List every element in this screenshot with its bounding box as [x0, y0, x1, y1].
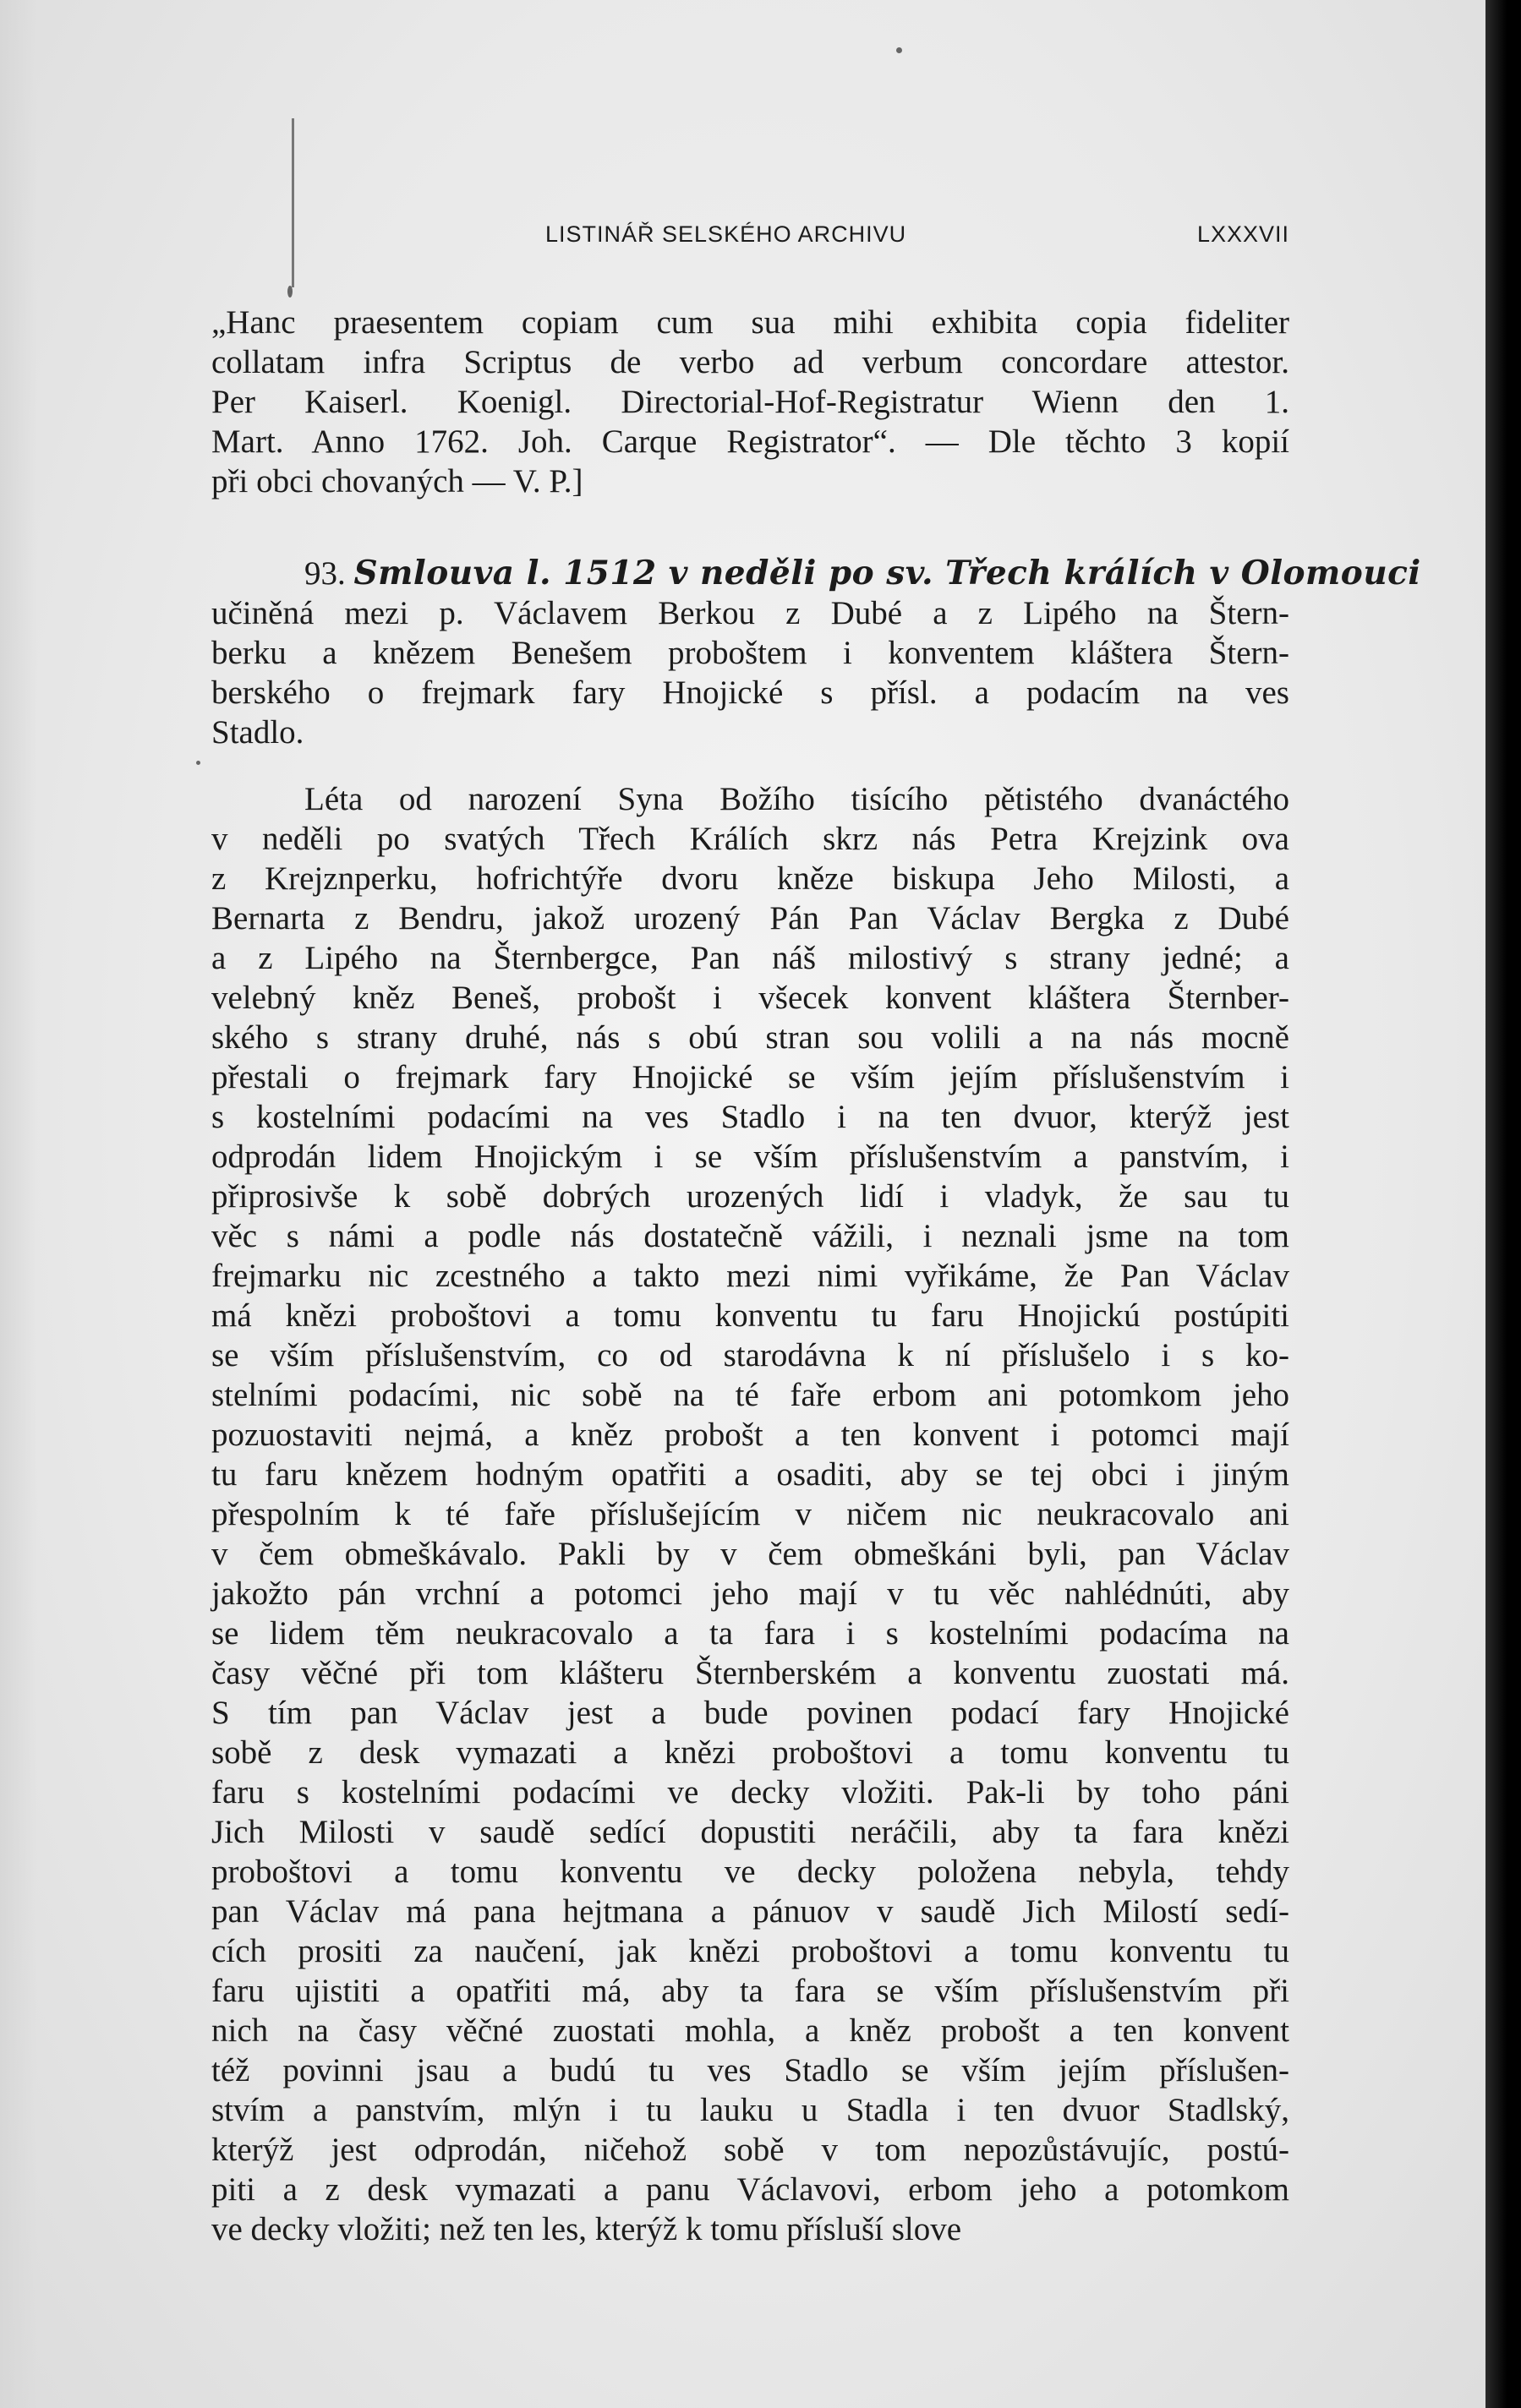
- body-line: se lidem těm neukracovalo a ta fara i s kostelními podacíma na: [211, 1615, 1289, 1652]
- attestation-line: Per Kaiserl. Koenigl. Directorial-Hof-Registratur Wienn den 1.: [211, 384, 1289, 420]
- body-line: sobě z desk vymazati a knězi proboštovi a tomu konventu tu: [211, 1734, 1289, 1771]
- entry-heading-first-line: [211, 554, 1421, 593]
- scan-left-shadow: [0, 0, 37, 2408]
- entry-heading-line: Stadlo.: [211, 714, 304, 751]
- body-line: ského s strany druhé, nás s obú stran sou volili a na nás mocně: [211, 1019, 1289, 1056]
- body-line: faru s kostelními podacími ve decky vložiti. Pak-li by toho páni: [211, 1774, 1289, 1810]
- body-line: stelními podacími, nic sobě na té faře erbom ani potomkom jeho: [211, 1377, 1289, 1413]
- body-line: jakožto pán vrchní a potomci jeho mají v tu věc nahlédnúti, aby: [211, 1575, 1289, 1612]
- attestation-line: při obci chovaných — V. P.]: [211, 463, 583, 500]
- document-body: [211, 779, 1289, 2249]
- book-page: [211, 203, 1421, 2249]
- body-line: ve decky vložiti; než ten les, kterýž k tomu přísluší slove: [211, 2211, 962, 2247]
- body-line: připrosivše k sobě dobrých urozených lidí i vladyk, že sau tu: [211, 1178, 1289, 1215]
- entry-heading-line: berského o frejmark fary Hnojické s přísl. a podacím na ves: [211, 674, 1289, 711]
- body-line: má knězi proboštovi a tomu konventu tu faru Hnojickú postúpiti: [211, 1297, 1289, 1334]
- entry-heading-blackletter: Smlouva l. 1512 v neděli po sv. Třech králích v Olomouci: [353, 554, 1421, 592]
- entry-heading-line: berku a knězem Benešem proboštem i konventem kláštera Štern-: [211, 635, 1289, 671]
- body-line: S tím pan Václav jest a bude povinen podací fary Hnojické: [211, 1695, 1289, 1731]
- attestation-line: „Hanc praesentem copiam cum sua mihi exhibita copia fideliter: [211, 304, 1289, 341]
- body-line: přespolním k té faře příslušejícím v ničem nic neukracovalo ani: [211, 1496, 1289, 1532]
- attestation-line: collatam infra Scriptus de verbo ad verbum concordare attestor.: [211, 344, 1289, 380]
- running-head: [211, 203, 1289, 254]
- body-line: Jich Milosti v saudě sedící dopustiti neráčili, aby ta fara knězi: [211, 1814, 1289, 1850]
- body-line: a z Lipého na Šternbergce, Pan náš milostivý s strany jedné; a: [211, 940, 1289, 976]
- body-line: z Krejznperku, hofrichtýře dvoru kněze biskupa Jeho Milosti, a: [211, 860, 1289, 897]
- body-line: s kostelními podacími na ves Stadlo i na ten dvuor, kterýž jest: [211, 1099, 1289, 1135]
- body-line: stvím a panstvím, mlýn i tu lauku u Stadla i ten dvuor Stadlský,: [211, 2092, 1289, 2128]
- body-line: tu faru knězem hodným opatřiti a osaditi, aby se tej obci i jiným: [211, 1456, 1289, 1493]
- body-line: proboštovi a tomu konventu ve decky položena nebyla, tehdy: [211, 1854, 1289, 1890]
- entry-number: 93.: [304, 555, 346, 592]
- body-line: Léta od narození Syna Božího tisícího pětistého dvanáctého: [304, 781, 1289, 817]
- body-line: odprodán lidem Hnojickým i se vším příslušenstvím a panstvím, i: [211, 1138, 1289, 1175]
- body-line: pan Václav má pana hejtmana a pánuov v saudě Jich Milostí sedí-: [211, 1893, 1289, 1930]
- body-line: nich na časy věčné zuostati mohla, a kněz probošt a ten konvent: [211, 2012, 1289, 2049]
- scan-speck: [896, 47, 902, 53]
- body-line: pozuostaviti nejmá, a kněz probošt a ten konvent i potomci mají: [211, 1417, 1289, 1453]
- body-line: se vším příslušenstvím, co od starodávna k ní příslušelo i s ko-: [211, 1337, 1289, 1373]
- body-line: v čem obmeškávalo. Pakli by v čem obmeškáni byli, pan Václav: [211, 1536, 1289, 1572]
- body-line: časy věčné při tom klášteru Šternberském a konventu zuostati má.: [211, 1655, 1289, 1691]
- body-line: v neděli po svatých Třech Králích skrz nás Petra Krejzink ova: [211, 821, 1289, 857]
- attestation-line: Mart. Anno 1762. Joh. Carque Registrator“. — Dle těchto 3 kopií: [211, 423, 1289, 460]
- body-line: cích prositi za naučení, jak knězi proboštovi a tomu konventu tu: [211, 1933, 1289, 1969]
- page-number: LXXXVII: [1196, 221, 1289, 247]
- attestation-paragraph: [211, 303, 1289, 501]
- body-line: velebný kněz Beneš, probošt i všecek konvent kláštera Šternber-: [211, 980, 1289, 1016]
- body-line: kterýž jest odprodán, ničehož sobě v tom nepozůstávujíc, postú-: [211, 2132, 1289, 2168]
- body-line: věc s námi a podle nás dostatečně vážili, i neznali jsme na tom: [211, 1218, 1289, 1254]
- scan-speck: [196, 761, 200, 765]
- entry-heading-line: učiněná mezi p. Václavem Berkou z Dubé a z Lipého na Štern-: [211, 595, 1289, 631]
- body-line: též povinni jsau a budú tu ves Stadlo se vším jejím příslušen-: [211, 2052, 1289, 2089]
- running-head-title: LISTINÁŘ SELSKÉHO ARCHIVU: [545, 221, 907, 247]
- body-line: frejmarku nic zcestného a takto mezi nimi vyřikáme, že Pan Václav: [211, 1258, 1289, 1294]
- entry-heading: [211, 554, 1421, 752]
- body-line: faru ujistiti a opatřiti má, aby ta fara se vším příslušenstvím při: [211, 1973, 1289, 2009]
- body-line: piti a z desk vymazati a panu Václavovi, erbom jeho a potomkom: [211, 2171, 1289, 2208]
- scan-right-dark-edge: [1485, 0, 1521, 2408]
- body-line: Bernarta z Bendru, jakož urozený Pán Pan Václav Bergka z Dubé: [211, 900, 1289, 936]
- body-line: přestali o frejmark fary Hnojické se vším jejím příslušenstvím i: [211, 1059, 1289, 1095]
